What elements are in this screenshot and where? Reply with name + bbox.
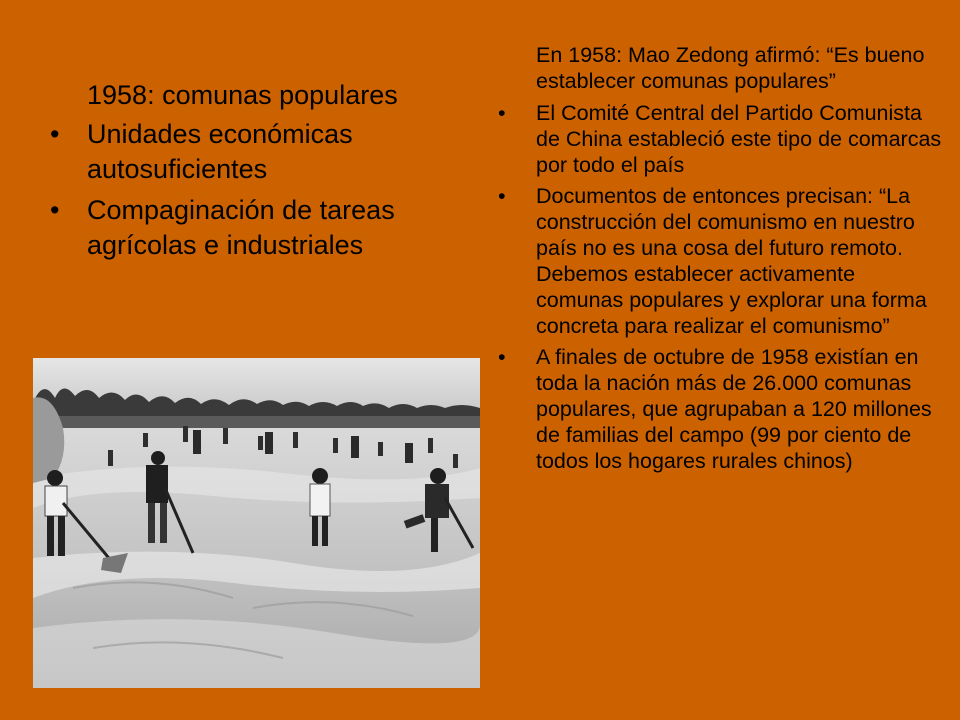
right-bullet-item: [498, 100, 948, 178]
bullet-icon: •: [498, 345, 506, 369]
right-bullet-list: [498, 100, 948, 474]
farm-workers-photo-icon: [33, 358, 480, 688]
left-text-column: [50, 78, 470, 269]
right-text-column: [498, 42, 948, 479]
historical-photo: [33, 358, 480, 688]
right-bullet-item: [498, 344, 948, 474]
bullet-icon: •: [50, 195, 60, 225]
left-bullet-item: [50, 193, 470, 263]
left-bullet-text: Unidades económicas autosuficientes: [87, 119, 353, 184]
right-bullet-item: [498, 183, 948, 339]
bullet-icon: •: [498, 101, 506, 125]
left-bullet-item: [50, 117, 470, 187]
bullet-icon: •: [50, 119, 60, 149]
intro-quote: En 1958: Mao Zedong afirmó: “Es bueno establecer comunas populares”: [536, 43, 925, 93]
left-bullet-list: [50, 117, 470, 263]
right-bullet-text: A finales de octubre de 1958 existían en toda la nación más de 26.000 comunas populares, que agrupaban a 120 millones de familias del campo (99 por ciento de todos los hogares rurales chinos): [536, 345, 932, 473]
left-bullet-text: Compaginación de tareas agrícolas e industriales: [87, 195, 395, 260]
right-bullet-text: El Comité Central del Partido Comunista de China estableció este tipo de comarcas por todo el país: [536, 101, 942, 177]
bullet-icon: •: [498, 184, 506, 208]
slide-heading: 1958: comunas populares: [87, 80, 398, 110]
right-bullet-text: Documentos de entonces precisan: “La construcción del comunismo en nuestro país no es una cosa del futuro remoto. Debemos establecer activamente comunas populares y explorar una forma concreta para realizar el comunismo”: [536, 184, 927, 338]
